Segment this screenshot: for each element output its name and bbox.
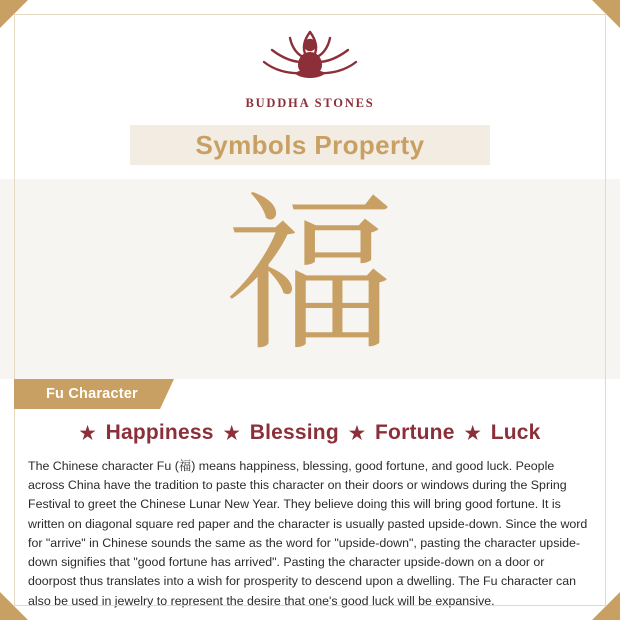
star-icon: ★ xyxy=(464,423,481,443)
corner-decoration-bottom-right xyxy=(592,592,620,620)
character-label-tab: Fu Character xyxy=(14,379,160,409)
card-header xyxy=(0,0,620,165)
lotus-buddha-icon xyxy=(250,18,370,92)
star-icon: ★ xyxy=(223,423,240,443)
corner-decoration-bottom-left xyxy=(0,592,28,620)
keyword-happiness: Happiness xyxy=(105,421,214,444)
keyword-list xyxy=(0,421,620,445)
fu-character-glyph: 福 xyxy=(224,177,395,375)
bottom-spacer xyxy=(0,611,620,620)
keyword-fortune: Fortune xyxy=(375,421,455,444)
title-band xyxy=(130,125,490,165)
star-icon: ★ xyxy=(79,423,96,443)
star-icon: ★ xyxy=(348,423,366,443)
keyword-blessing: Blessing xyxy=(249,421,339,444)
label-row xyxy=(0,379,620,413)
description-text: The Chinese character Fu (福) means happiness, blessing, good fortune, and good luck. People across China have the tradition to paste this character on their doors or windows during the Spring Festival to greet the Chinese Lunar New Year. They believe doing this will bring good fortune. It is written on diagonal square red paper and the character is usually pasted upside-down. Since the word for "arrive" in Chinese sounds the same as the word for "upside-down", pasting the character upside-down signifies that "good fortune has arrived". Pasting the character upside-down on a door or doorpost thus translates into a wish for prosperity to descend upon a dwelling. The Fu character can also be used in jewelry to represent the desire that one's good luck will be expansive. xyxy=(28,459,588,608)
brand-name: BUDDHA STONES xyxy=(245,96,375,110)
keyword-luck: Luck xyxy=(490,421,541,444)
character-panel xyxy=(0,179,620,379)
corner-decoration-top-left xyxy=(0,0,28,28)
page-title: Symbols Property xyxy=(195,129,425,160)
corner-decoration-top-right xyxy=(592,0,620,28)
